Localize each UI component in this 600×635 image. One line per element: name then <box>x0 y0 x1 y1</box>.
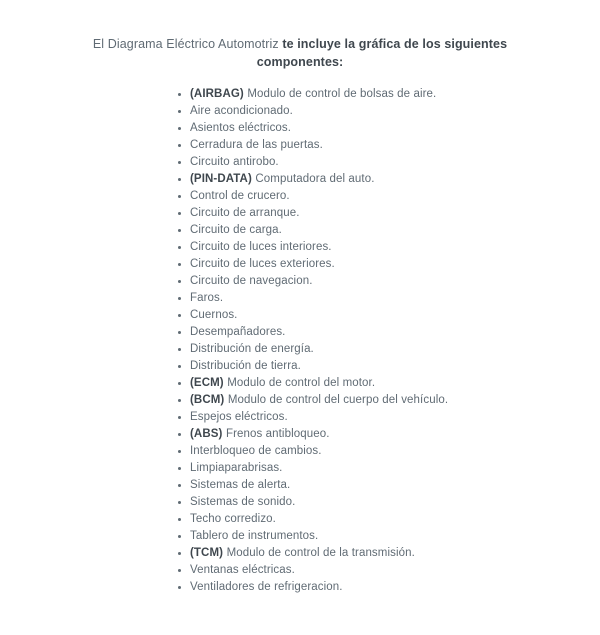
components-list <box>0 86 600 596</box>
list-item <box>190 579 600 596</box>
list-item <box>190 239 600 256</box>
component-text: Frenos antibloqueo. <box>225 428 330 440</box>
component-text: Ventanas eléctricas. <box>190 564 295 576</box>
list-item <box>190 307 600 324</box>
component-text: Cuernos. <box>190 309 238 321</box>
component-abbr: (BCM) <box>190 394 225 406</box>
page-title <box>70 35 530 71</box>
list-item <box>190 426 600 443</box>
list-item <box>190 205 600 222</box>
list-item <box>190 256 600 273</box>
component-text: Computadora del auto. <box>255 173 375 185</box>
list-item <box>190 188 600 205</box>
list-item <box>190 545 600 562</box>
list-item <box>190 290 600 307</box>
title-regular-text: El Diagrama Eléctrico Automotriz <box>92 37 279 51</box>
component-text: Cerradura de las puertas. <box>190 139 323 151</box>
list-item <box>190 375 600 392</box>
component-text: Circuito de navegacion. <box>190 275 313 287</box>
list-item <box>190 222 600 239</box>
component-text: Circuito de luces interiores. <box>190 241 332 253</box>
component-text: Aire acondicionado. <box>190 105 293 117</box>
component-text: Asientos eléctricos. <box>190 122 292 134</box>
component-text: Modulo de control del cuerpo del vehículo. <box>227 394 449 406</box>
list-item <box>190 154 600 171</box>
component-text: Sistemas de sonido. <box>190 496 296 508</box>
title-bold-text: te incluye la gráfica de los siguientes componentes: <box>256 37 508 69</box>
list-item <box>190 358 600 375</box>
list-item <box>190 103 600 120</box>
component-text: Limpiaparabrisas. <box>190 462 283 474</box>
list-item <box>190 511 600 528</box>
component-abbr: (PIN-DATA) <box>190 173 252 185</box>
component-abbr: (ABS) <box>190 428 223 440</box>
component-text: Circuito de luces exteriores. <box>190 258 335 270</box>
component-text: Desempañadores. <box>190 326 286 338</box>
component-text: Espejos eléctricos. <box>190 411 288 423</box>
component-text: Circuito antirobo. <box>190 156 279 168</box>
component-text: Interbloqueo de cambios. <box>190 445 322 457</box>
component-text: Tablero de instrumentos. <box>190 530 319 542</box>
component-abbr: (ECM) <box>190 377 224 389</box>
list-item <box>190 494 600 511</box>
list-item <box>190 86 600 103</box>
list-item <box>190 443 600 460</box>
list-item <box>190 137 600 154</box>
list-item <box>190 341 600 358</box>
list-item <box>190 120 600 137</box>
component-text: Distribución de tierra. <box>190 360 301 372</box>
list-item <box>190 460 600 477</box>
list-item <box>190 324 600 341</box>
component-text: Sistemas de alerta. <box>190 479 291 491</box>
list-item <box>190 562 600 579</box>
component-text: Modulo de control de bolsas de aire. <box>247 88 437 100</box>
component-text: Ventiladores de refrigeracion. <box>190 581 343 593</box>
list-item <box>190 528 600 545</box>
component-abbr: (AIRBAG) <box>190 88 244 100</box>
list-item <box>190 273 600 290</box>
component-text: Control de crucero. <box>190 190 290 202</box>
component-text: Circuito de carga. <box>190 224 282 236</box>
component-text: Faros. <box>190 292 224 304</box>
component-text: Modulo de control de la transmisión. <box>226 547 415 559</box>
list-item <box>190 477 600 494</box>
list-item <box>190 392 600 409</box>
document-page <box>0 35 600 635</box>
component-text: Techo corredizo. <box>190 513 276 525</box>
component-text: Circuito de arranque. <box>190 207 300 219</box>
component-text: Distribución de energía. <box>190 343 314 355</box>
list-item <box>190 409 600 426</box>
list-item <box>190 171 600 188</box>
component-text: Modulo de control del motor. <box>227 377 376 389</box>
component-abbr: (TCM) <box>190 547 224 559</box>
